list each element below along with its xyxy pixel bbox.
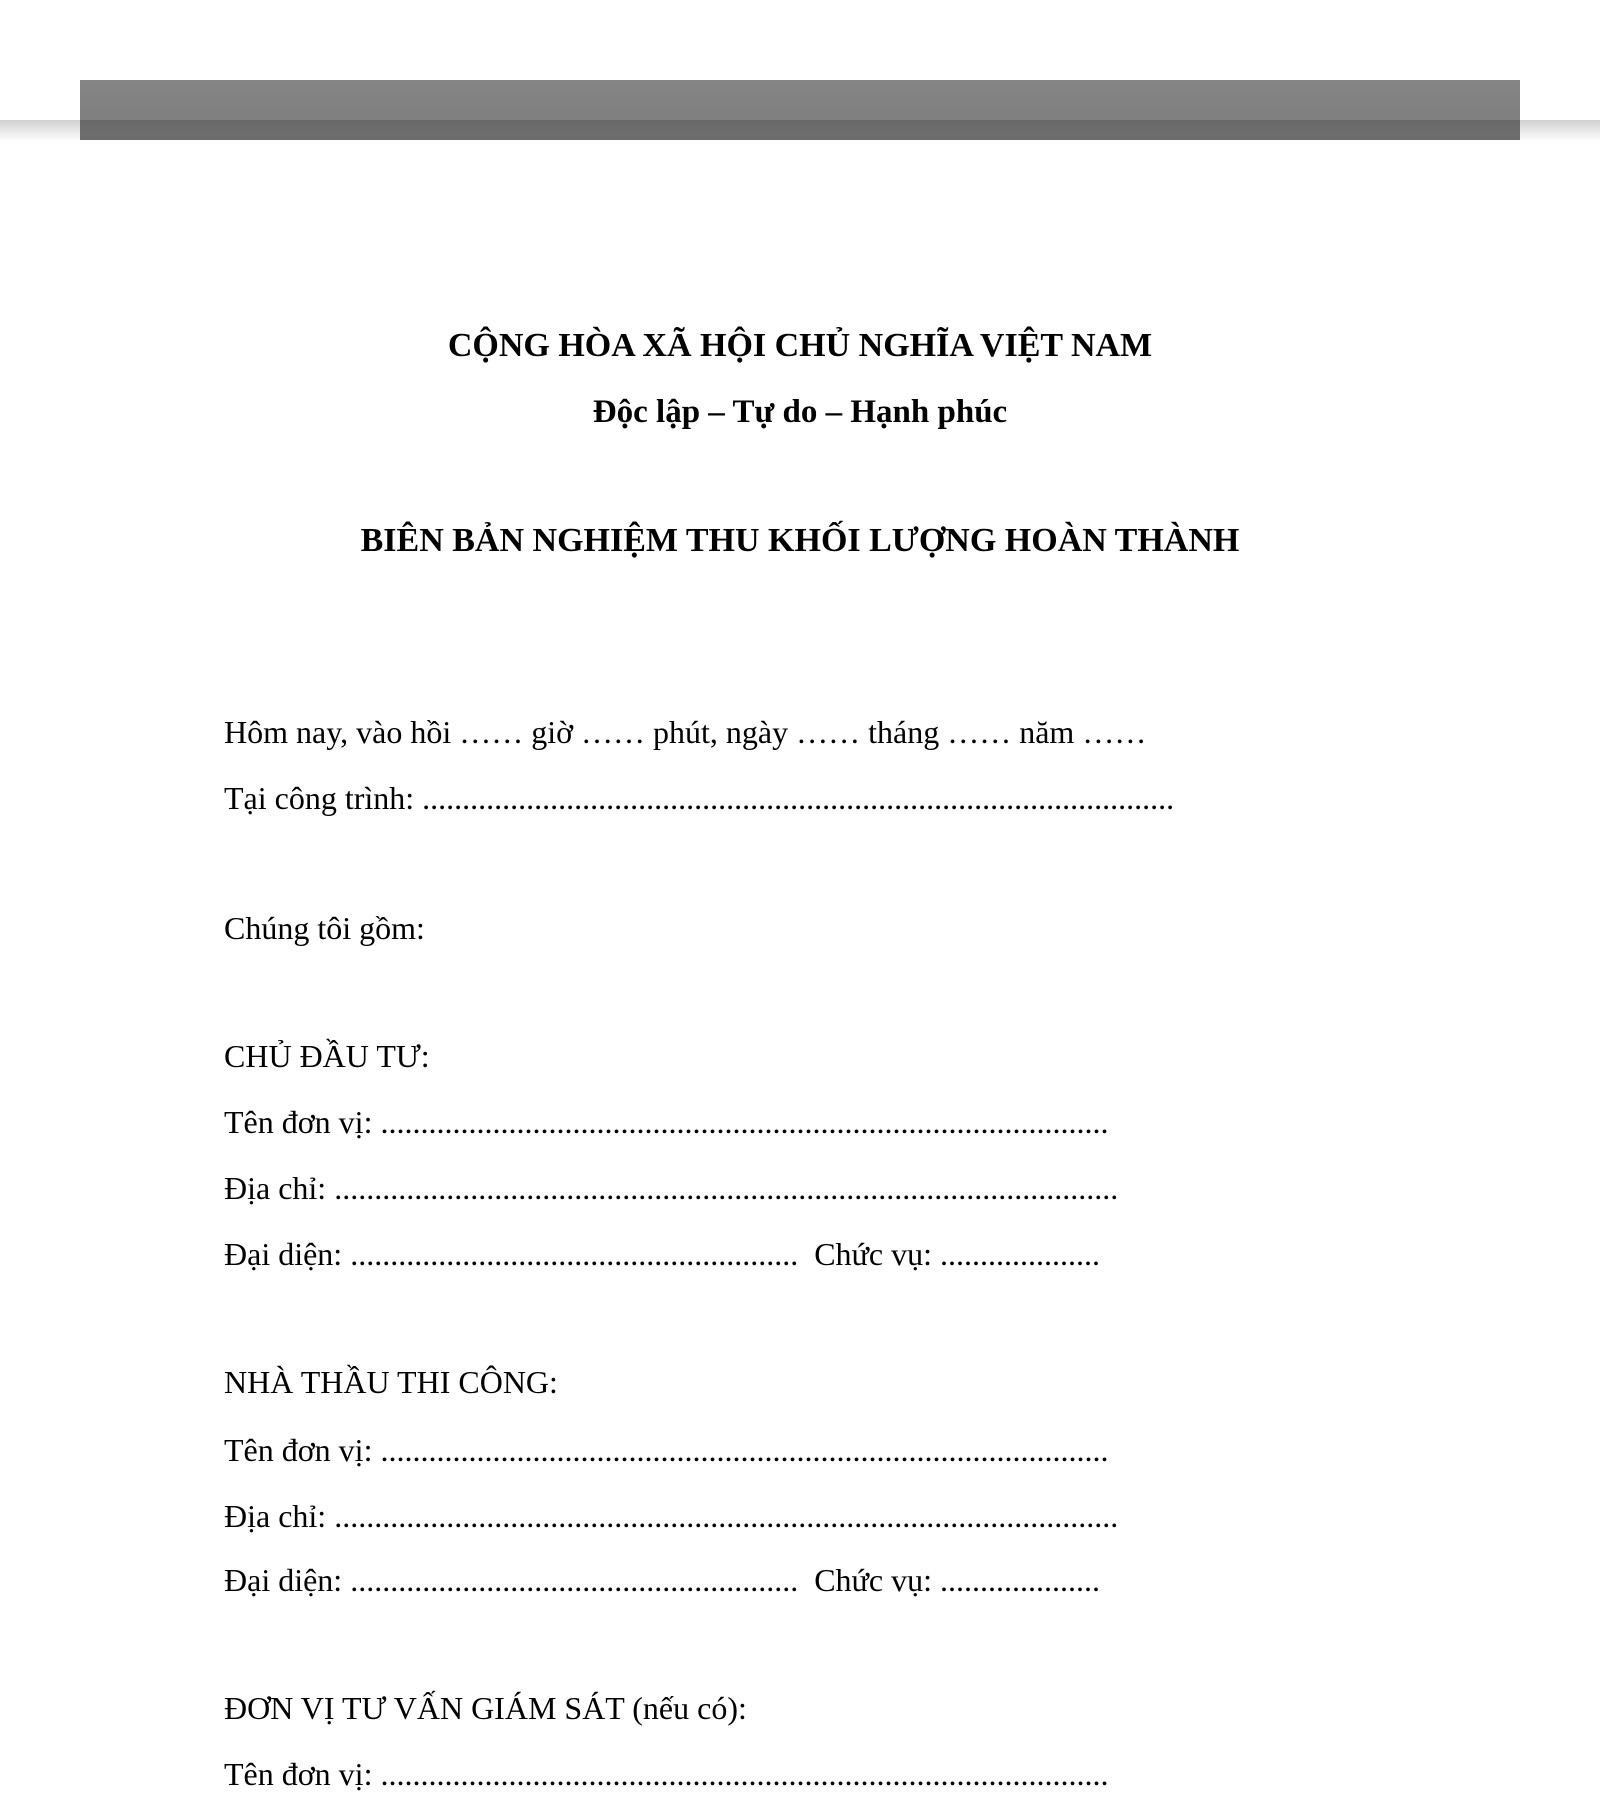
contractor-address-line: [224, 1496, 1118, 1536]
document-title: BIÊN BẢN NGHIỆM THU KHỐI LƯỢNG HOÀN THÀNH: [360, 522, 1240, 559]
national-motto: Độc lập – Tự do – Hạnh phúc: [592, 394, 1008, 430]
contractor-position-blank: ....................: [939, 1562, 1100, 1598]
investor-heading: CHỦ ĐẦU TƯ:: [224, 1038, 430, 1074]
page-shadow: [0, 120, 1600, 142]
contractor-heading: NHÀ THẦU THI CÔNG:: [224, 1364, 558, 1400]
investor-rep-line: [224, 1234, 1100, 1274]
investor-rep-label: Đại diện:: [224, 1236, 351, 1272]
contractor-unit-line: [224, 1430, 1108, 1470]
investor-position-blank: ....................: [939, 1236, 1100, 1272]
datetime-line: Hôm nay, vào hồi …… giờ …… phút, ngày …… tháng …… năm ……: [224, 714, 1147, 750]
investor-unit-blank: ...........................................................................................: [380, 1104, 1109, 1140]
contractor-unit-blank: ...........................................................................................: [380, 1432, 1109, 1468]
site-label: Tại công trình:: [224, 780, 423, 816]
supervisor-unit-label: Tên đơn vị:: [224, 1756, 381, 1792]
investor-address-blank: ..................................................................................................: [334, 1170, 1119, 1206]
investor-address-line: [224, 1168, 1118, 1208]
contractor-unit-label: Tên đơn vị:: [224, 1432, 381, 1468]
contractor-rep-label: Đại diện:: [224, 1562, 351, 1598]
contractor-position-label: Chức vụ:: [814, 1562, 940, 1598]
contractor-rep-line: [224, 1560, 1100, 1600]
investor-unit-label: Tên đơn vị:: [224, 1104, 381, 1140]
site-line: [224, 778, 1174, 818]
investor-rep-blank: ........................................................: [350, 1236, 799, 1272]
contractor-rep-blank: ........................................................: [350, 1562, 799, 1598]
supervisor-heading: ĐƠN VỊ TƯ VẤN GIÁM SÁT (nếu có):: [224, 1690, 747, 1726]
contractor-address-blank: ..................................................................................................: [334, 1498, 1119, 1534]
investor-position-label: Chức vụ:: [814, 1236, 940, 1272]
site-blank: ..............................................................................................: [422, 780, 1175, 816]
investor-unit-line: [224, 1102, 1108, 1142]
national-title: CỘNG HÒA XÃ HỘI CHỦ NGHĨA VIỆT NAM: [447, 327, 1153, 364]
document-page: [0, 140, 1600, 1800]
supervisor-unit-blank: ...........................................................................................: [380, 1756, 1109, 1792]
supervisor-unit-line: [224, 1754, 1108, 1794]
investor-address-label: Địa chỉ:: [224, 1170, 335, 1206]
contractor-address-label: Địa chỉ:: [224, 1498, 335, 1534]
members-label: Chúng tôi gồm:: [224, 910, 425, 946]
